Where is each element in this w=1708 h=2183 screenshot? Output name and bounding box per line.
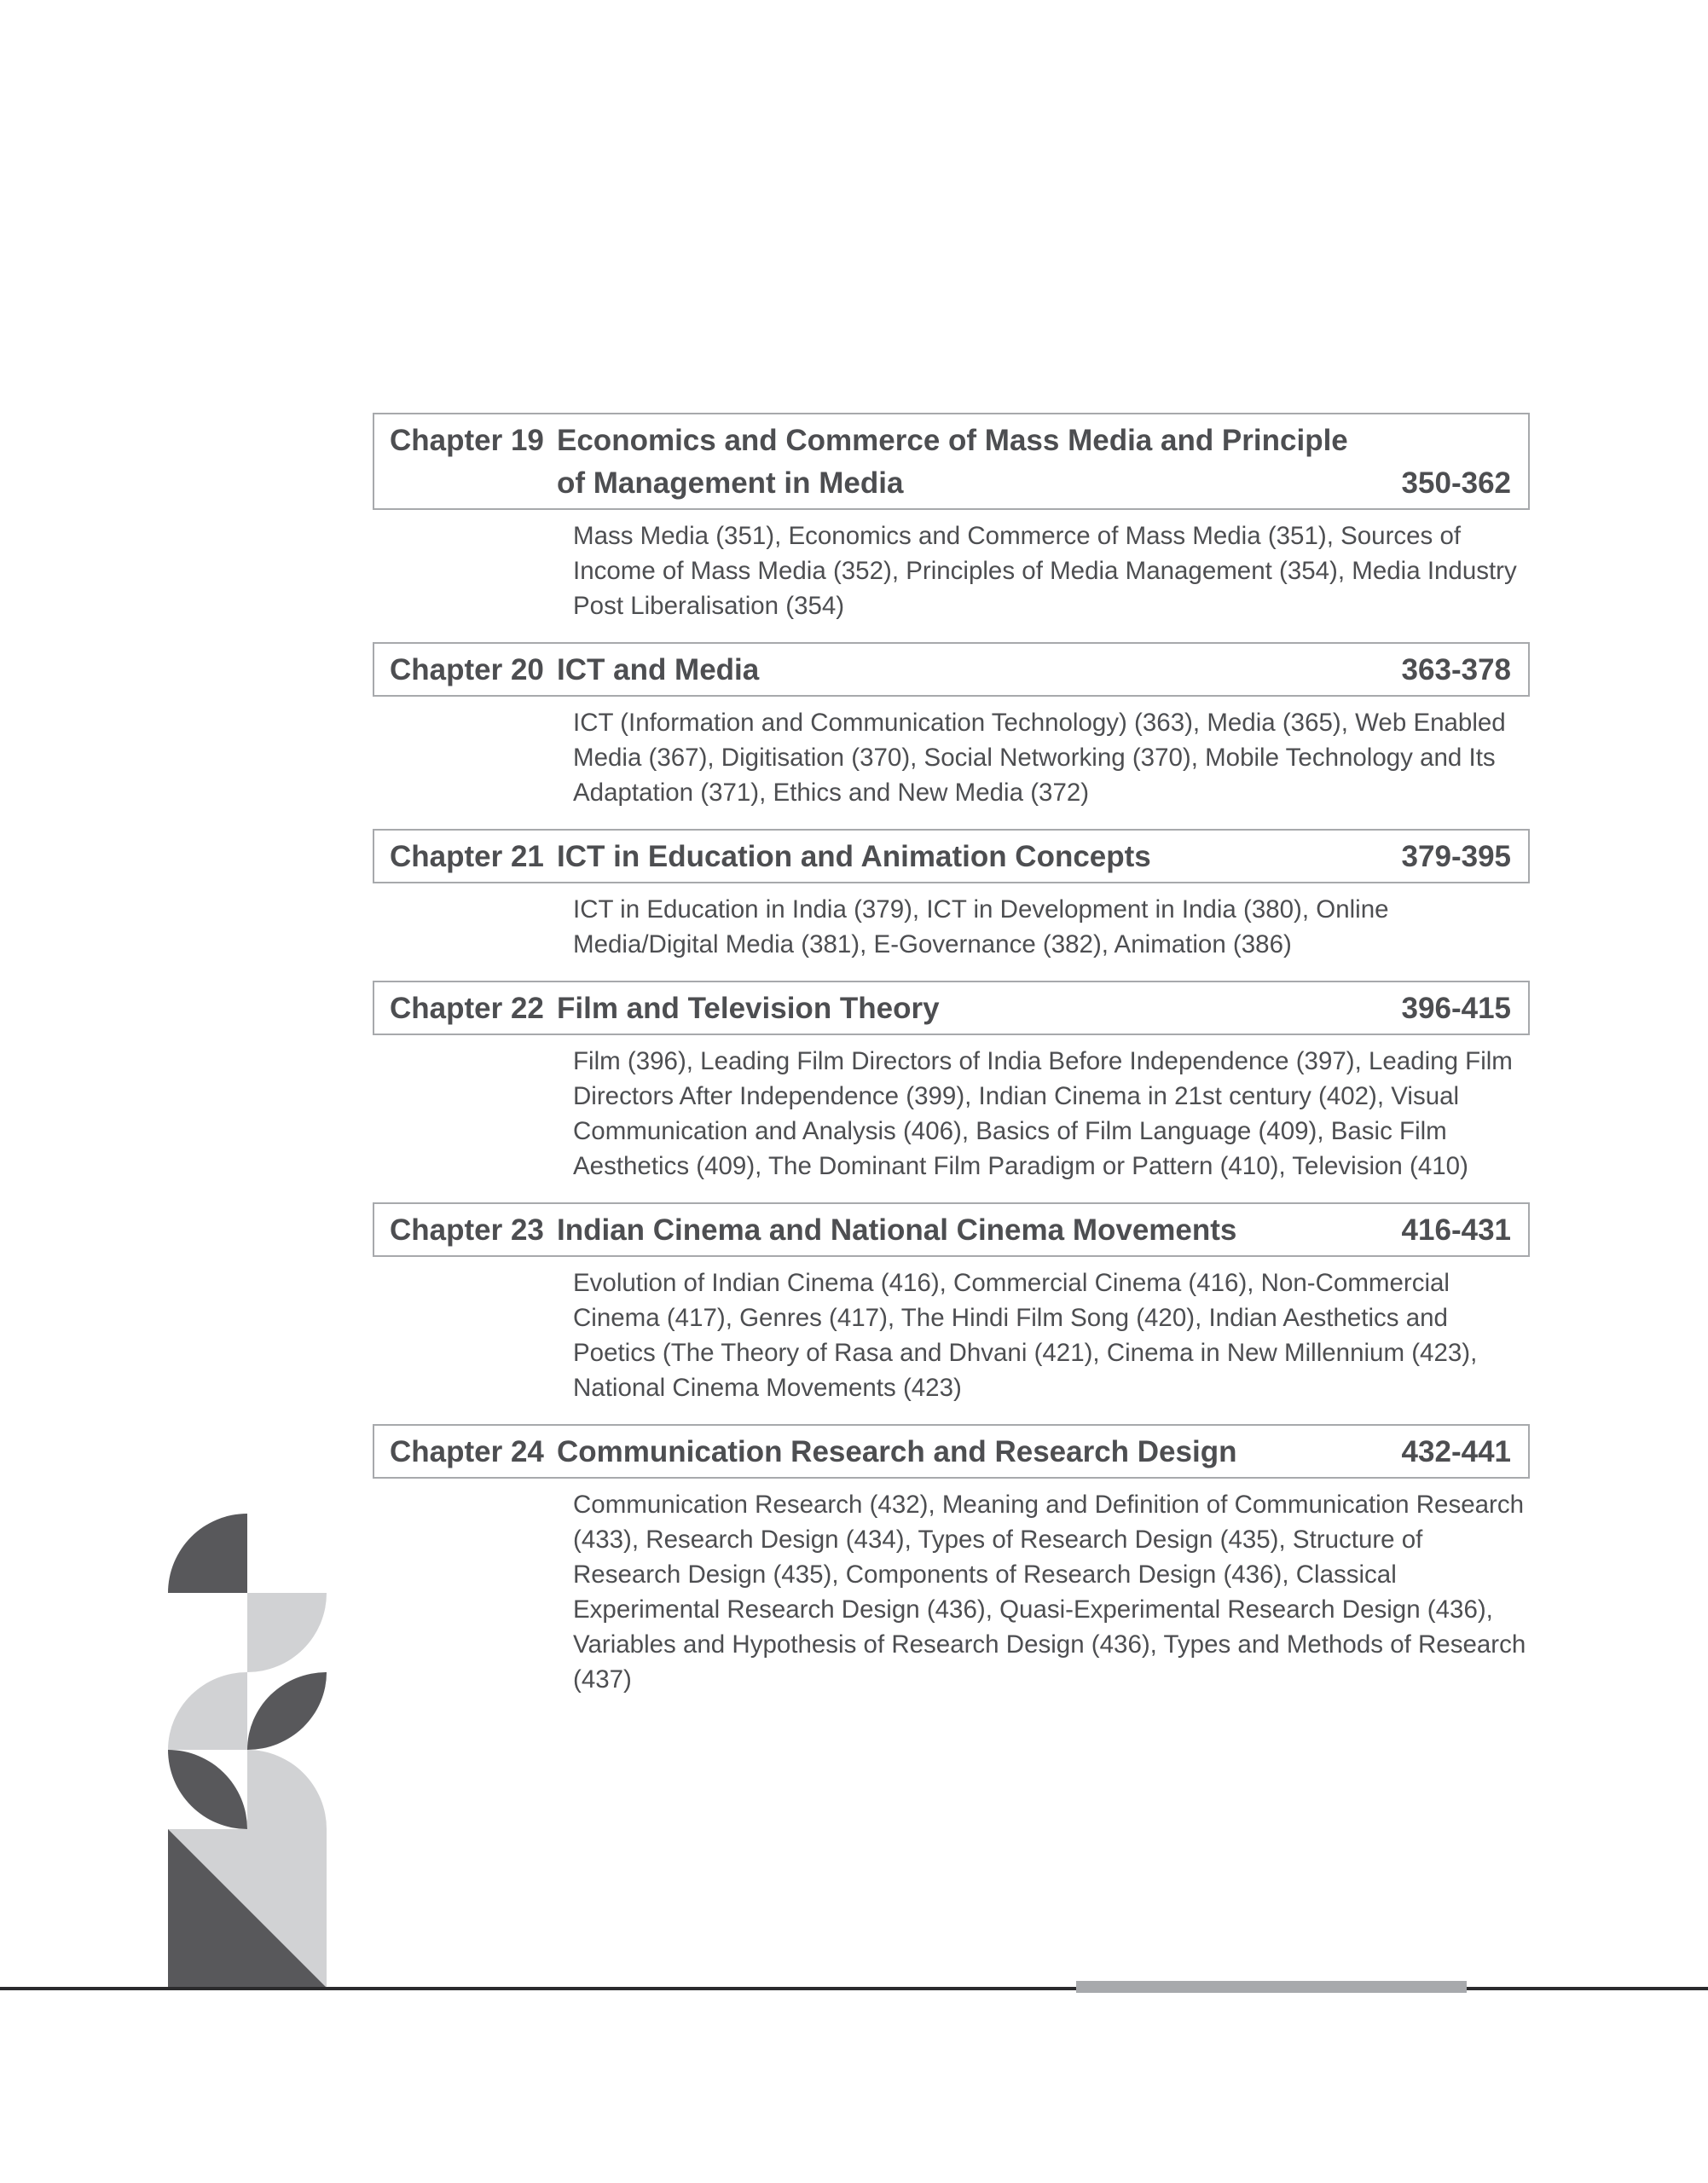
chapter-page-range: 379-395 (1401, 840, 1511, 873)
chapter-topics: Communication Research (432), Meaning and Definition of Communication Research (433), Research Design (434), Types of Research Design (435), Structure of Research Design (435), Components of Research Design (436), Classical Experimental Research Design (436), Quasi-Experimental Research Design (436), Variables and Hypothesis of Research Design (436), Types and Methods of Research (437) (573, 1491, 1526, 1694)
quarter-circle-dark-top (168, 1514, 247, 1593)
chapter-title: Indian Cinema and National Cinema Movements (557, 1213, 1237, 1247)
quarter-circle-light-right (247, 1593, 327, 1672)
chapter-topics: Evolution of Indian Cinema (416), Commercial Cinema (416), Non-Commercial Cinema (417), Genres (417), The Hindi Film Song (420), Indian Aesthetics and Poetics (The Theory of Rasa and Dhvani (421), Cinema in New Millennium (423), National Cinema Movements (423) (573, 1269, 1478, 1402)
bottom-accent-bar (1076, 1981, 1467, 1993)
leaf-shape-dark-left (168, 1750, 247, 1829)
chapter-page-range: 432-441 (1401, 1435, 1511, 1468)
quarter-circle-light-left (168, 1672, 247, 1750)
chapter-page-range: 350-362 (1401, 466, 1511, 500)
chapter-page-range: 416-431 (1401, 1213, 1511, 1247)
chapter-label: Chapter 24 (390, 1435, 544, 1468)
chapter-topics: Mass Media (351), Economics and Commerce of Mass Media (351), Sources of Income of Mass Media (352), Principles of Media Management (354), Media Industry Post Liberalisation (354) (573, 522, 1517, 620)
chapter-label: Chapter 21 (390, 840, 544, 873)
chapter-label: Chapter 23 (390, 1213, 544, 1247)
chapter-label: Chapter 20 (390, 653, 544, 686)
chapter-title: ICT and Media (557, 653, 760, 686)
chapter-title: Economics and Commerce of Mass Media and Principle of Management in Media (557, 424, 1348, 500)
chapter-topics: ICT in Education in India (379), ICT in Development in India (380), Online Media/Digital Media (381), E-Governance (382), Animation (386) (573, 895, 1389, 958)
chapter-label: Chapter 19 (390, 424, 544, 457)
chapter-topics: ICT (Information and Communication Technology) (363), Media (365), Web Enabled Media (367), Digitisation (370), Social Networking (370), Mobile Technology and Its Adaptation (371), Ethics and New Media (372) (573, 709, 1506, 807)
quarter-circle-light-lower (247, 1750, 327, 1829)
chapter-title: Film and Television Theory (557, 992, 940, 1025)
leaf-shape-dark-upper (247, 1672, 327, 1750)
chapter-title: ICT in Education and Animation Concepts (557, 840, 1151, 873)
chapter-page-range: 363-378 (1401, 653, 1511, 686)
chapter-topics: Film (396), Leading Film Directors of India Before Independence (397), Leading Film Directors After Independence (399), Indian Cinema in 21st century (402), Visual Communication and Analysis (406), Basics of Film Language (409), Basic Film Aesthetics (409), The Dominant Film Paradigm or Pattern (410), Television (410) (573, 1047, 1513, 1180)
chapter-label: Chapter 22 (390, 992, 544, 1025)
chapter-page-range: 396-415 (1401, 992, 1511, 1025)
chapter-title: Communication Research and Research Design (557, 1435, 1237, 1468)
